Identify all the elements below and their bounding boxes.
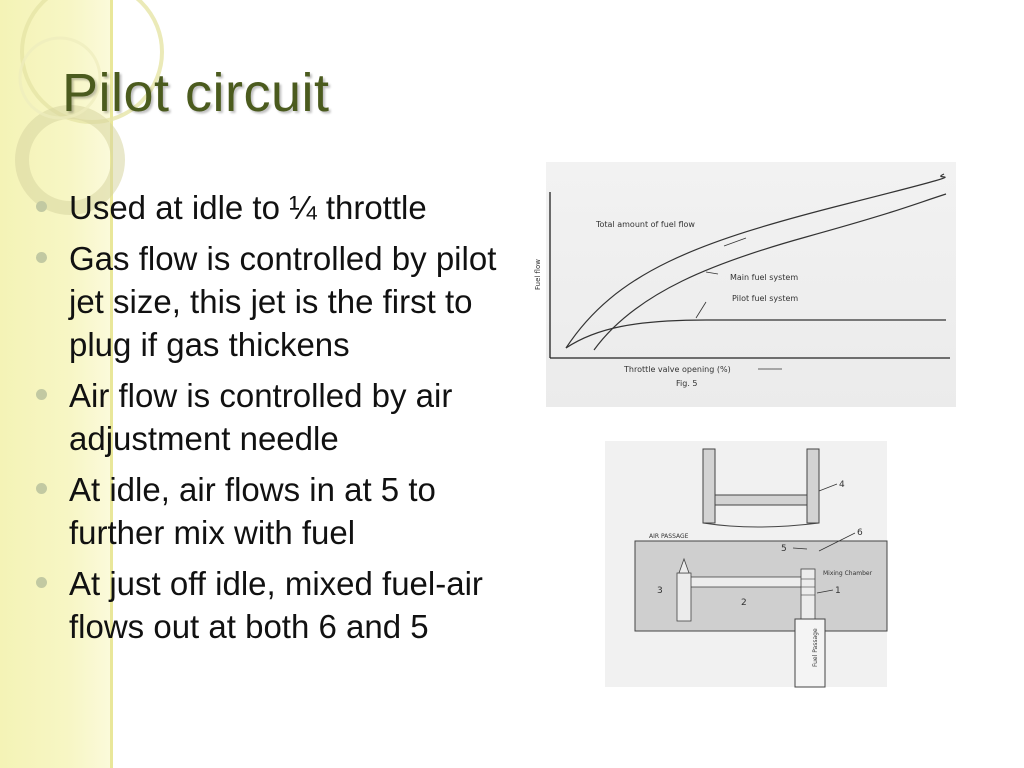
main-fuel-curve — [594, 194, 946, 350]
fuel-passage-label: Fuel Passage — [812, 628, 819, 667]
pilot-jet — [801, 569, 815, 619]
fuel-passage — [795, 619, 825, 687]
bullet-text: Gas flow is controlled by pilot jet size, this jet is the first to plug if gas thickens — [69, 240, 497, 363]
label-4: 4 — [839, 480, 845, 490]
bullet-text: Used at idle to ¼ throttle — [69, 189, 427, 226]
label-5: 5 — [781, 544, 787, 554]
slide-bridge — [715, 495, 807, 505]
bullet-item — [34, 186, 504, 229]
slide-left-wall — [703, 449, 715, 523]
slide-title: Pilot circuit — [62, 63, 330, 123]
label-1: 1 — [835, 586, 841, 596]
leader-line — [819, 484, 837, 491]
bullet-dot-icon — [36, 389, 47, 400]
bullet-dot-icon — [36, 577, 47, 588]
leader-line — [696, 302, 706, 318]
slide-bottom — [703, 523, 819, 527]
slide-right-wall — [807, 449, 819, 523]
air-screw — [677, 573, 691, 621]
bullet-item — [34, 374, 504, 460]
air-passage-label: AIR PASSAGE — [649, 533, 689, 540]
mixing-chamber-label: Mixing Chamber — [823, 570, 873, 577]
total-curve-label: Total amount of fuel flow — [596, 220, 695, 229]
label-6: 6 — [857, 528, 863, 538]
bullet-text: Air flow is controlled by air adjustment needle — [69, 377, 453, 457]
leader-line — [724, 238, 746, 246]
bullet-text: At idle, air flows in at 5 to further mix with fuel — [69, 471, 436, 551]
leader-line — [706, 272, 718, 274]
main-curve-label: Main fuel system — [730, 273, 799, 282]
total-fuel-curve — [566, 174, 945, 348]
label-3: 3 — [657, 586, 663, 596]
fuel-flow-figure — [534, 162, 956, 407]
pilot-circuit-drawing — [605, 441, 887, 687]
y-axis-label: Fuel flow — [534, 259, 542, 290]
pilot-circuit-diagram — [605, 441, 887, 687]
bullet-item — [34, 237, 504, 366]
venturi-bore — [681, 577, 805, 587]
bullet-dot-icon — [36, 483, 47, 494]
bullet-dot-icon — [36, 201, 47, 212]
pilot-curve-label: Pilot fuel system — [732, 294, 799, 303]
bullet-list — [34, 186, 504, 656]
pilot-fuel-curve — [566, 320, 946, 348]
label-2: 2 — [741, 598, 747, 608]
fuel-flow-drawing — [534, 162, 956, 407]
figure-caption: Fig. 5 — [676, 379, 698, 388]
bullet-item — [34, 562, 504, 648]
bullet-item — [34, 468, 504, 554]
bullet-text: At just off idle, mixed fuel-air flows out at both 6 and 5 — [69, 565, 483, 645]
x-axis-label: Throttle valve opening (%) — [624, 365, 731, 374]
bullet-dot-icon — [36, 252, 47, 263]
